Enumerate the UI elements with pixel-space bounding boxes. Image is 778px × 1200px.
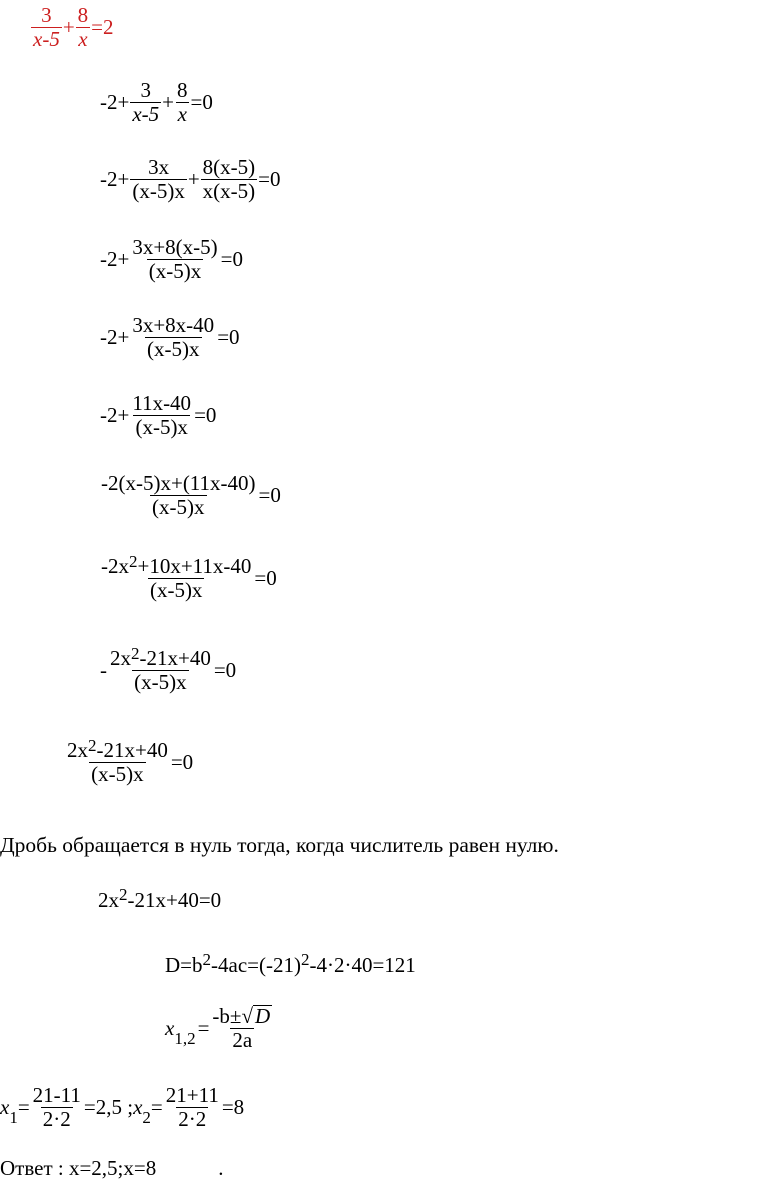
term: 2x: [110, 646, 131, 670]
exponent: 2: [129, 552, 138, 571]
prefix: -2+: [100, 247, 130, 271]
denominator: (x-5)x: [147, 337, 200, 361]
term: 2x: [67, 738, 88, 762]
numerator: 21-11: [32, 1083, 81, 1107]
answer-label: Ответ :: [0, 1156, 69, 1180]
square-root: [241, 1005, 272, 1027]
plus-sign: +: [187, 167, 200, 191]
numerator: 3: [140, 78, 151, 102]
denominator: x-5: [33, 27, 60, 51]
term: -b±: [212, 1004, 242, 1028]
right-hand-side: =0: [170, 750, 194, 774]
fraction: [130, 237, 219, 282]
numerator: [65, 736, 170, 762]
fraction: [108, 644, 213, 694]
period: .: [218, 1156, 224, 1180]
step-1: [100, 80, 213, 125]
minus-sign: -: [100, 658, 107, 682]
denominator: x-5: [132, 102, 160, 126]
right-hand-side: =0: [213, 658, 237, 682]
denominator: (x-5)x: [148, 259, 202, 283]
fraction: [99, 552, 253, 602]
fraction: [210, 1005, 274, 1051]
denominator: (x-5)x: [149, 578, 203, 602]
numerator: [108, 644, 213, 670]
fraction: [65, 736, 170, 786]
term: +10x+11x-40: [137, 554, 252, 578]
step-4: [100, 315, 240, 360]
exponent: 2: [119, 885, 128, 904]
denominator: x: [177, 102, 187, 126]
denominator: (x-5)x: [132, 179, 185, 203]
value: =2,5 ;: [83, 1095, 134, 1119]
term: -4ac=(-21): [211, 953, 301, 977]
fraction: [201, 157, 257, 202]
explanation-text: Дробь обращается в нуль тогда, когда числитель равен нулю.: [0, 833, 559, 857]
exponent: 2: [131, 644, 140, 663]
subscript: 1,2: [174, 1028, 196, 1048]
numerator: 8(x-5): [202, 155, 256, 179]
roots: [0, 1085, 244, 1130]
prefix: -2+: [100, 90, 130, 114]
denominator: (x-5)x: [91, 762, 144, 786]
denominator: 2·2: [42, 1107, 71, 1131]
subscript: 1: [9, 1108, 18, 1127]
plus-sign: +: [62, 15, 75, 39]
fraction: [130, 80, 161, 125]
right-hand-side: =0: [190, 90, 213, 114]
answer: [0, 1158, 224, 1179]
step-9: [64, 736, 194, 786]
value: =8: [221, 1095, 245, 1119]
numerator: 3x+8x-40: [132, 313, 215, 337]
problem-fraction-2: [76, 5, 91, 50]
variable: x: [0, 1095, 10, 1119]
term: -4·2·40=121: [309, 953, 416, 977]
denominator: (x-5)x: [152, 495, 205, 519]
fraction: [130, 315, 216, 360]
numerator: -2(x-5)x+(11x-40): [101, 471, 256, 495]
right-hand-side: =0: [258, 483, 281, 507]
step-6: [98, 473, 281, 518]
denominator: 2·2: [178, 1107, 207, 1131]
term: -21x+40: [139, 646, 211, 670]
term: -2x: [101, 554, 129, 578]
prefix: -2+: [100, 403, 130, 427]
fraction: [175, 80, 190, 125]
term: -21x+40: [96, 738, 168, 762]
quadratic-equation: [98, 885, 222, 912]
exponent: 2: [300, 950, 310, 969]
denominator: (x-5)x: [134, 670, 187, 694]
numerator: 3: [41, 3, 52, 27]
term: 2x: [98, 888, 119, 912]
radicand: D: [254, 1004, 271, 1028]
step-7: [98, 552, 277, 602]
variable: x: [165, 1015, 175, 1040]
exponent: 2: [88, 736, 97, 755]
problem-equation: [30, 5, 114, 50]
plus-sign: +: [162, 90, 175, 114]
numerator: 21+11: [165, 1083, 219, 1107]
denominator: (x-5)x: [135, 415, 188, 439]
answer-value: x=2,5;x=8: [68, 1156, 157, 1180]
fraction: [31, 1085, 83, 1130]
denominator: x(x-5): [202, 179, 256, 203]
prefix: -2+: [100, 325, 130, 349]
equals-sign: =: [17, 1095, 30, 1119]
variable: x: [133, 1095, 143, 1119]
right-hand-side: =0: [194, 403, 217, 427]
roots-formula: [165, 1005, 275, 1051]
prefix: -2+: [100, 167, 130, 191]
right-hand-side: =0: [217, 325, 240, 349]
fraction: [99, 473, 258, 518]
right-hand-side: =0: [258, 167, 281, 191]
radical-icon: √: [241, 1004, 253, 1028]
problem-fraction-1: [31, 5, 62, 50]
numerator: 3x+8(x-5): [132, 235, 218, 259]
discriminant: [165, 950, 416, 977]
numerator: 3x: [148, 155, 170, 179]
step-5: [100, 393, 216, 438]
right-hand-side: =0: [254, 566, 277, 590]
fraction: [130, 157, 186, 202]
equals-sign: =: [197, 1015, 210, 1040]
term: D=b: [165, 953, 203, 977]
term: -21x+40=0: [127, 888, 222, 912]
numerator: [210, 1005, 274, 1028]
fraction: [164, 1085, 221, 1130]
numerator: 8: [177, 78, 188, 102]
right-hand-side: =2: [91, 15, 114, 39]
denominator: x: [78, 27, 88, 51]
denominator: 2a: [232, 1028, 253, 1052]
step-2: [100, 157, 281, 202]
numerator: 8: [77, 3, 89, 27]
fraction: [130, 393, 193, 438]
subscript: 2: [142, 1108, 151, 1127]
step-3: [100, 237, 243, 282]
right-hand-side: =0: [220, 247, 244, 271]
numerator: [99, 552, 253, 578]
equals-sign: =: [150, 1095, 163, 1119]
step-8: [100, 644, 237, 694]
numerator: 11x-40: [132, 391, 192, 415]
exponent: 2: [202, 950, 212, 969]
